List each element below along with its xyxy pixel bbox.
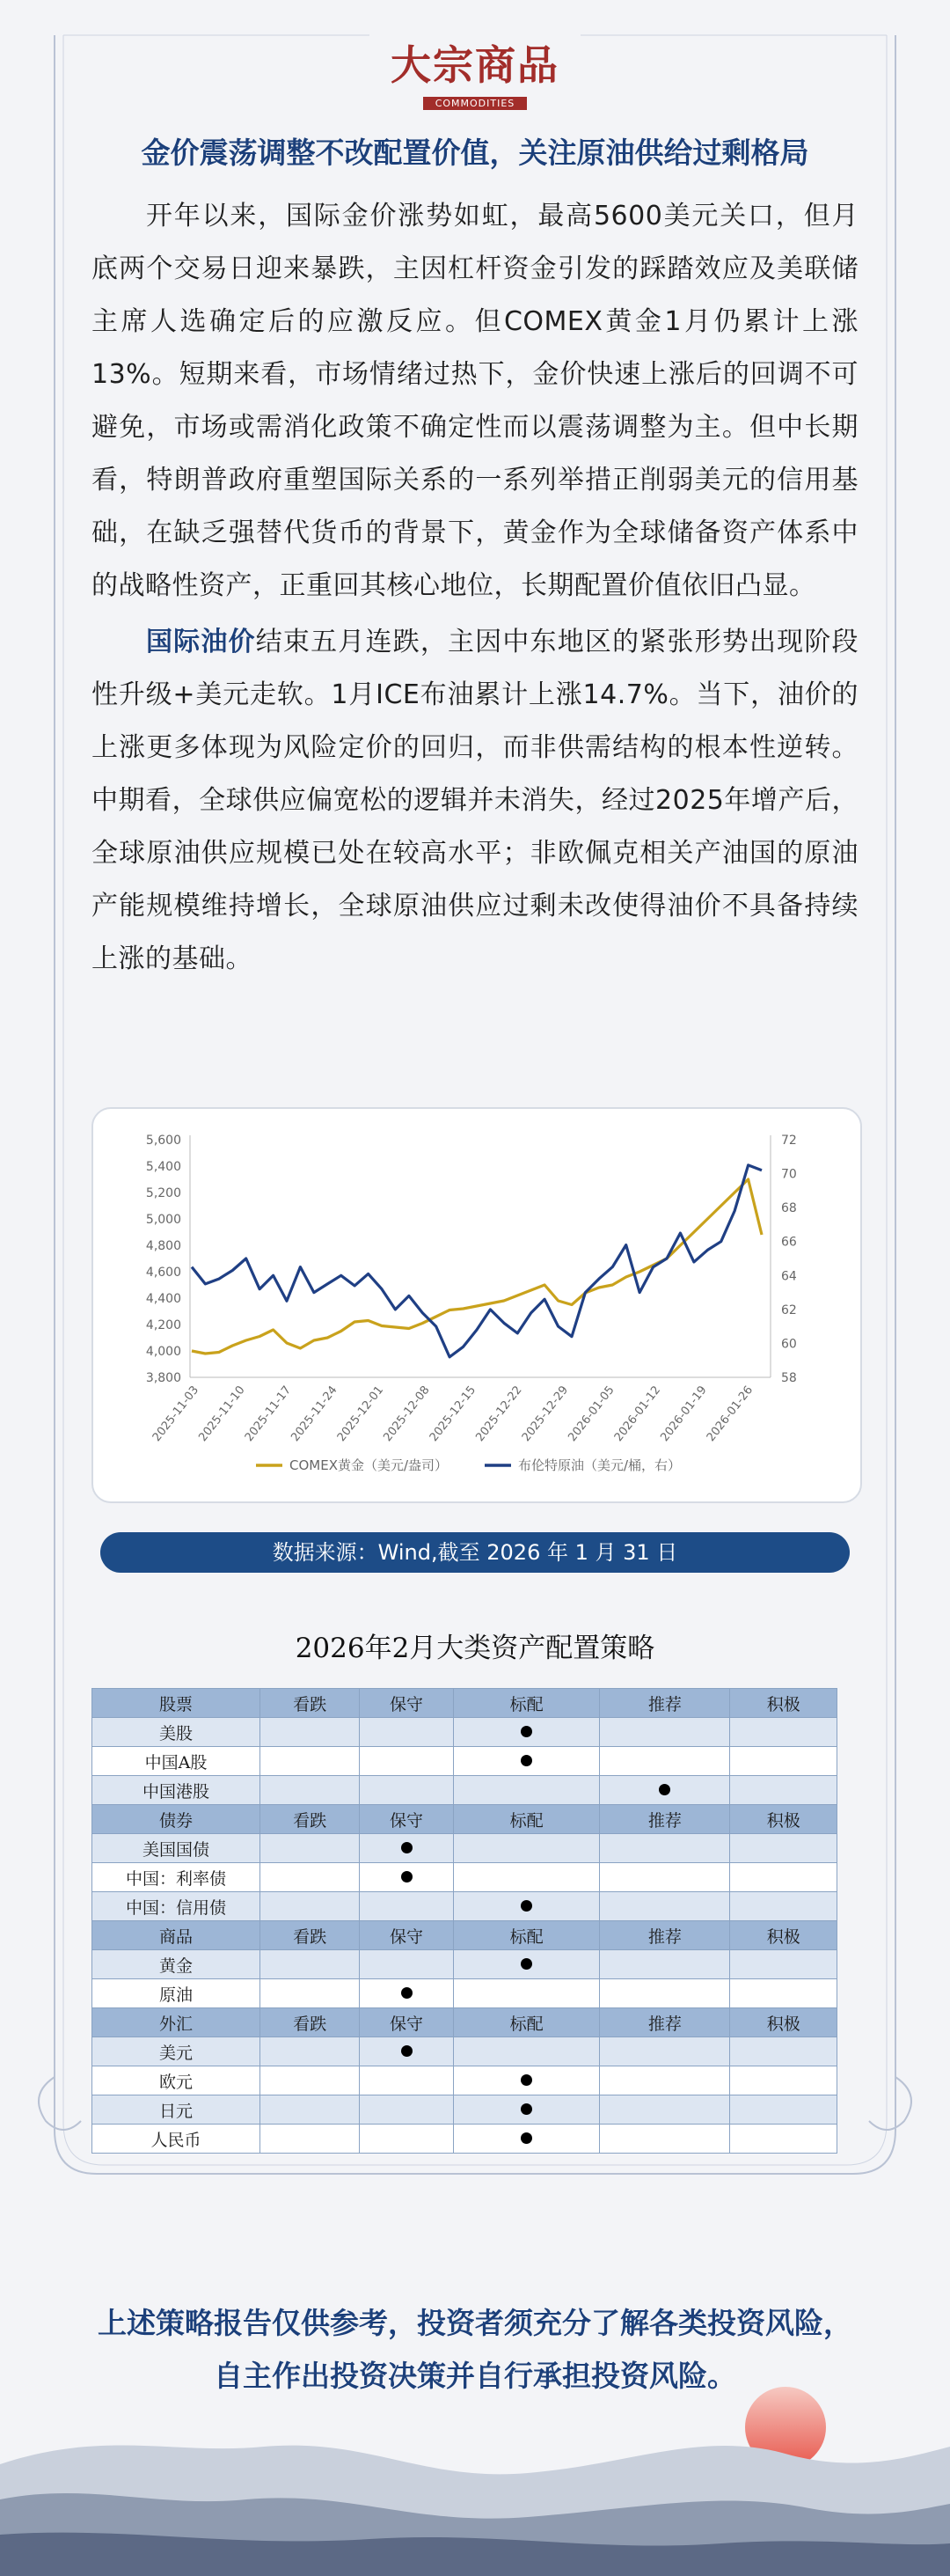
allocation-cell — [259, 1776, 359, 1805]
y-right-tick-label: 64 — [781, 1269, 797, 1284]
gold-oil-line-chart — [93, 1109, 860, 1501]
y-left-tick-label: 5,000 — [145, 1213, 181, 1227]
selected-dot-icon — [659, 1784, 670, 1795]
x-tick-label: 2026-01-19 — [658, 1383, 710, 1445]
column-header: 保守 — [360, 1805, 453, 1834]
allocation-cell — [600, 1863, 730, 1892]
column-header: 标配 — [453, 2008, 600, 2037]
allocation-cell — [360, 1892, 453, 1921]
x-tick-label: 2025-11-24 — [289, 1383, 340, 1445]
allocation-cell — [453, 1979, 600, 2008]
table-row — [92, 1863, 837, 1892]
column-header: 标配 — [453, 1921, 600, 1950]
allocation-cell — [453, 1747, 600, 1776]
section-subtitle-text: COMMODITIES — [423, 97, 528, 110]
y-left-tick-label: 5,600 — [145, 1134, 181, 1148]
allocation-cell — [600, 1747, 730, 1776]
column-header: 推荐 — [600, 1689, 730, 1718]
allocation-cell — [730, 1950, 837, 1979]
group-name: 债券 — [92, 1805, 260, 1834]
allocation-cell — [453, 2125, 600, 2154]
allocation-cell — [259, 2037, 359, 2066]
y-left-tick-label: 3,800 — [145, 1371, 181, 1385]
allocation-cell — [600, 1892, 730, 1921]
allocation-cell — [730, 1718, 837, 1747]
y-right-tick-label: 66 — [781, 1235, 797, 1250]
allocation-cell — [600, 1776, 730, 1805]
table-row — [92, 2037, 837, 2066]
allocation-cell — [259, 2125, 359, 2154]
asset-label: 中国：信用债 — [92, 1892, 260, 1921]
column-header: 标配 — [453, 1805, 600, 1834]
allocation-cell — [360, 1979, 453, 2008]
selected-dot-icon — [401, 1871, 413, 1882]
asset-label: 美国国债 — [92, 1834, 260, 1863]
table-row — [92, 1950, 837, 1979]
legend-oil-label: 布伦特原油（美元/桶，右） — [518, 1457, 682, 1473]
article — [91, 123, 859, 989]
column-header: 标配 — [453, 1689, 600, 1718]
allocation-table — [91, 1688, 837, 2154]
article-headline: 金价震荡调整不改配置价值，关注原油供给过剩格局 — [141, 136, 809, 170]
allocation-cell — [360, 1863, 453, 1892]
table-row — [92, 1747, 837, 1776]
y-left-tick-label: 4,800 — [145, 1239, 181, 1253]
x-tick-label: 2025-12-22 — [473, 1383, 525, 1445]
allocation-cell — [600, 1718, 730, 1747]
allocation-cell — [600, 2037, 730, 2066]
y-right-tick-label: 72 — [781, 1134, 797, 1148]
allocation-cell — [600, 1950, 730, 1979]
brent-oil-line — [192, 1165, 762, 1357]
paragraph-oil — [91, 616, 859, 986]
asset-label: 黄金 — [92, 1950, 260, 1979]
y-left-tick-label: 4,000 — [145, 1345, 181, 1359]
asset-label: 人民币 — [92, 2125, 260, 2154]
asset-label: 原油 — [92, 1979, 260, 2008]
allocation-cell — [730, 1776, 837, 1805]
column-header: 积极 — [730, 1689, 837, 1718]
allocation-cell — [453, 2095, 600, 2125]
selected-dot-icon — [401, 1842, 413, 1853]
disclaimer-line-2: 自主作出投资决策并自行承担投资风险。 — [214, 2359, 736, 2393]
selected-dot-icon — [521, 1726, 532, 1737]
table-row — [92, 1834, 837, 1863]
y-right-tick-label: 68 — [781, 1201, 797, 1216]
allocation-cell — [730, 1834, 837, 1863]
allocation-cell — [360, 2125, 453, 2154]
y-left-tick-label: 4,400 — [145, 1292, 181, 1306]
group-name: 股票 — [92, 1689, 260, 1718]
y-left-tick-label: 5,200 — [145, 1186, 181, 1200]
selected-dot-icon — [521, 2132, 532, 2144]
allocation-cell — [360, 1747, 453, 1776]
allocation-cell — [600, 2095, 730, 2125]
x-tick-label: 2026-01-05 — [566, 1383, 618, 1445]
allocation-cell — [259, 1863, 359, 1892]
selected-dot-icon — [521, 1755, 532, 1766]
risk-disclaimer — [0, 2297, 950, 2403]
y-right-tick-label: 70 — [781, 1167, 797, 1182]
column-header: 积极 — [730, 2008, 837, 2037]
column-header: 积极 — [730, 1921, 837, 1950]
column-header: 看跌 — [259, 1921, 359, 1950]
column-header: 看跌 — [259, 1805, 359, 1834]
asset-label: 中国A股 — [92, 1747, 260, 1776]
allocation-cell — [600, 2066, 730, 2095]
allocation-group-header — [92, 2008, 837, 2037]
allocation-cell — [360, 2066, 453, 2095]
allocation-cell — [259, 2066, 359, 2095]
y-left-tick-label: 5,400 — [145, 1160, 181, 1174]
allocation-cell — [453, 1863, 600, 1892]
allocation-group-header — [92, 1689, 837, 1718]
allocation-cell — [730, 2125, 837, 2154]
column-header: 看跌 — [259, 2008, 359, 2037]
x-tick-label: 2026-01-26 — [704, 1383, 756, 1445]
x-tick-label: 2025-12-01 — [334, 1383, 387, 1445]
group-name: 外汇 — [92, 2008, 260, 2037]
x-tick-label: 2025-12-29 — [519, 1383, 572, 1445]
allocation-cell — [259, 1747, 359, 1776]
table-row — [92, 1892, 837, 1921]
table-row — [92, 1718, 837, 1747]
selected-dot-icon — [521, 1900, 532, 1912]
y-right-tick-label: 62 — [781, 1303, 797, 1317]
allocation-group-header — [92, 1805, 837, 1834]
column-header: 推荐 — [600, 1805, 730, 1834]
allocation-cell — [453, 2037, 600, 2066]
x-tick-label: 2026-01-12 — [611, 1383, 664, 1445]
x-tick-label: 2025-12-15 — [427, 1383, 479, 1445]
section-subtitle — [0, 93, 950, 110]
column-header: 积极 — [730, 1805, 837, 1834]
section-title: 大宗商品 — [391, 41, 559, 89]
allocation-cell — [259, 2095, 359, 2125]
allocation-cell — [259, 1979, 359, 2008]
allocation-cell — [453, 2066, 600, 2095]
allocation-cell — [600, 1979, 730, 2008]
allocation-cell — [453, 1718, 600, 1747]
allocation-cell — [259, 1718, 359, 1747]
allocation-cell — [360, 1950, 453, 1979]
selected-dot-icon — [521, 2103, 532, 2115]
data-source-bar: 数据来源：Wind,截至 2026 年 1 月 31 日 — [100, 1532, 850, 1573]
allocation-cell — [453, 1950, 600, 1979]
asset-label: 美元 — [92, 2037, 260, 2066]
allocation-cell — [600, 1834, 730, 1863]
paragraph-oil-lead: 国际油价 — [146, 627, 256, 657]
paragraph-gold: 开年以来，国际金价涨势如虹，最高5600美元关口，但月底两个交易日迎来暴跌，主因杠杆资金引发的踩踏效应及美联储主席人选确定后的应激反应。但COMEX黄金1月仍累计上涨13%。短期来看，市场情绪过热下，金价快速上涨后的回调不可避免，市场或需消化政策不确定性而以震荡调整为主。但中长期看，特朗普政府重塑国际关系的一系列举措正削弱美元的信用基础，在缺乏强替代货币的背景下，黄金作为全球储备资产体系中的战略性资产，正重回其核心地位，长期配置价值依旧凸显。 — [91, 201, 859, 601]
group-name: 商品 — [92, 1921, 260, 1950]
allocation-cell — [453, 1776, 600, 1805]
allocation-cell — [360, 1718, 453, 1747]
asset-label: 中国港股 — [92, 1776, 260, 1805]
asset-label: 日元 — [92, 2095, 260, 2125]
selected-dot-icon — [521, 1958, 532, 1970]
allocation-cell — [730, 1863, 837, 1892]
allocation-cell — [730, 1979, 837, 2008]
column-header: 推荐 — [600, 1921, 730, 1950]
allocation-group-header — [92, 1921, 837, 1950]
column-header: 看跌 — [259, 1689, 359, 1718]
asset-label: 中国：利率债 — [92, 1863, 260, 1892]
allocation-cell — [730, 2095, 837, 2125]
selected-dot-icon — [401, 2045, 413, 2057]
y-left-tick-label: 4,200 — [145, 1318, 181, 1332]
allocation-cell — [600, 2125, 730, 2154]
table-row — [92, 2095, 837, 2125]
legend-gold-label: COMEX黄金（美元/盎司） — [289, 1457, 449, 1473]
allocation-cell — [360, 1776, 453, 1805]
allocation-cell — [730, 1892, 837, 1921]
allocation-cell — [360, 2095, 453, 2125]
disclaimer-line-1: 上述策略报告仅供参考，投资者须充分了解各类投资风险， — [98, 2306, 852, 2340]
table-row — [92, 2125, 837, 2154]
allocation-cell — [730, 2037, 837, 2066]
allocation-cell — [360, 2037, 453, 2066]
selected-dot-icon — [401, 1987, 413, 1999]
asset-label: 美股 — [92, 1718, 260, 1747]
allocation-cell — [360, 1834, 453, 1863]
allocation-cell — [259, 1950, 359, 1979]
column-header: 保守 — [360, 1921, 453, 1950]
allocation-cell — [259, 1892, 359, 1921]
x-tick-label: 2025-11-17 — [242, 1383, 295, 1445]
allocation-cell — [453, 1834, 600, 1863]
allocation-cell — [259, 1834, 359, 1863]
paragraph-oil-body: 结束五月连跌，主因中东地区的紧张形势出现阶段性升级+美元走软。1月ICE布油累计上涨14.7%。当下，油价的上涨更多体现为风险定价的回归，而非供需结构的根本性逆转。中期看，全球供应偏宽松的逻辑并未消失，经过2025年增产后，全球原油供应规模已处在较高水平；非欧佩克相关产油国的原油产能规模维持增长，全球原油供应过剩未改使得油价不具备持续上涨的基础。 — [91, 627, 859, 974]
y-left-tick-label: 4,600 — [145, 1266, 181, 1280]
y-right-tick-label: 58 — [781, 1371, 797, 1385]
column-header: 保守 — [360, 2008, 453, 2037]
allocation-cell — [730, 2066, 837, 2095]
x-tick-label: 2025-11-03 — [150, 1383, 202, 1445]
y-right-tick-label: 60 — [781, 1337, 797, 1352]
asset-label: 欧元 — [92, 2066, 260, 2095]
table-row — [92, 1776, 837, 1805]
allocation-cell — [730, 1747, 837, 1776]
table-row — [92, 1979, 837, 2008]
allocation-cell — [453, 1892, 600, 1921]
chart-card — [91, 1107, 862, 1503]
column-header: 保守 — [360, 1689, 453, 1718]
column-header: 推荐 — [600, 2008, 730, 2037]
allocation-table-title: 2026年2月大类资产配置策略 — [295, 1633, 655, 1664]
table-row — [92, 2066, 837, 2095]
selected-dot-icon — [521, 2074, 532, 2086]
x-tick-label: 2025-11-10 — [196, 1383, 248, 1445]
x-tick-label: 2025-12-08 — [381, 1383, 433, 1445]
